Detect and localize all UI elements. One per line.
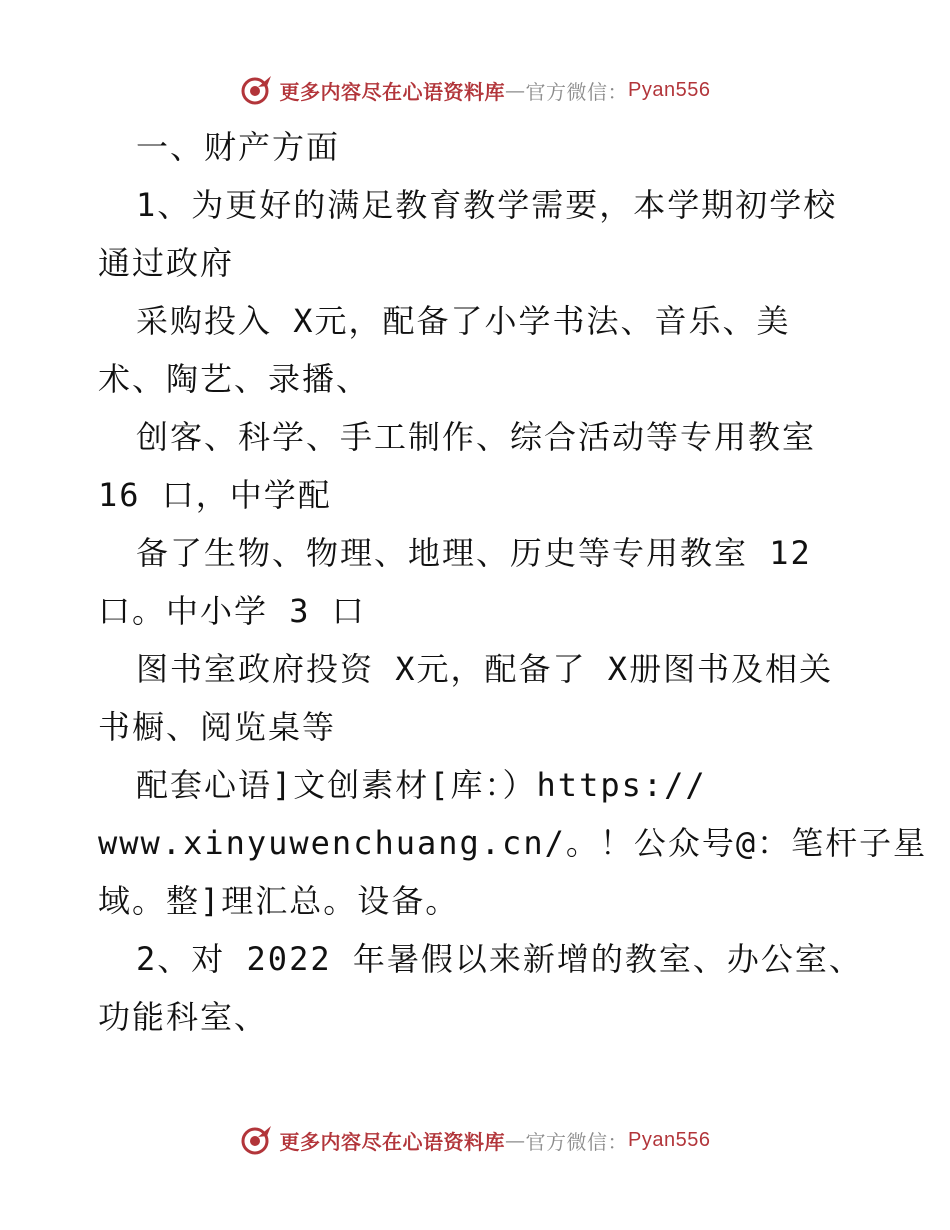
paragraph-line: www.xinyuwenchuang.cn/。！公众号@：笔杆子星 xyxy=(98,824,928,862)
paragraph-line: 采购投入 X元，配备了小学书法、音乐、美 xyxy=(136,302,791,340)
section-heading: 一、财产方面 xyxy=(136,128,341,166)
paragraph-line: 1、为更好的满足教育教学需要，本学期初学校 xyxy=(136,186,838,224)
paragraph-line: 口。中小学 3 口 xyxy=(98,592,366,630)
paragraph-line: 术、陶艺、录播、 xyxy=(98,360,371,398)
paragraph-line: 书橱、阅览桌等 xyxy=(98,708,337,746)
footer-official-label: 官方微信： xyxy=(525,1129,629,1154)
brand-logo-icon xyxy=(240,73,274,107)
paragraph-line: 16 口，中学配 xyxy=(98,476,332,514)
footer-wechat-id: Pyan556 xyxy=(628,1128,711,1151)
footer-dash: — xyxy=(505,1128,526,1152)
brand-logo-icon xyxy=(240,1123,274,1157)
paragraph-line: 备了生物、物理、地理、历史等专用教室 12 xyxy=(136,534,812,572)
footer-brand-text: 更多内容尽在心语资料库 xyxy=(279,1129,506,1154)
header-watermark-banner xyxy=(0,70,950,110)
header-official-label: 官方微信： xyxy=(525,79,629,104)
paragraph-line: 配套心语]文创素材[库：）https:// xyxy=(136,766,707,804)
paragraph-line: 创客、科学、手工制作、综合活动等专用教室 xyxy=(136,418,817,456)
paragraph-line: 域。整]理汇总。设备。 xyxy=(98,882,460,920)
document-body xyxy=(98,118,928,1046)
paragraph-line: 通过政府 xyxy=(98,244,235,282)
paragraph-line: 图书室政府投资 X元，配备了 X册图书及相关 xyxy=(136,650,834,688)
footer-watermark-banner xyxy=(0,1120,950,1160)
paragraph-line: 2、对 2022 年暑假以来新增的教室、办公室、 xyxy=(136,940,863,978)
paragraph-line: 功能科室、 xyxy=(98,998,269,1036)
header-wechat-id: Pyan556 xyxy=(628,78,711,101)
header-dash: — xyxy=(505,78,526,102)
header-brand-text: 更多内容尽在心语资料库 xyxy=(279,79,506,104)
